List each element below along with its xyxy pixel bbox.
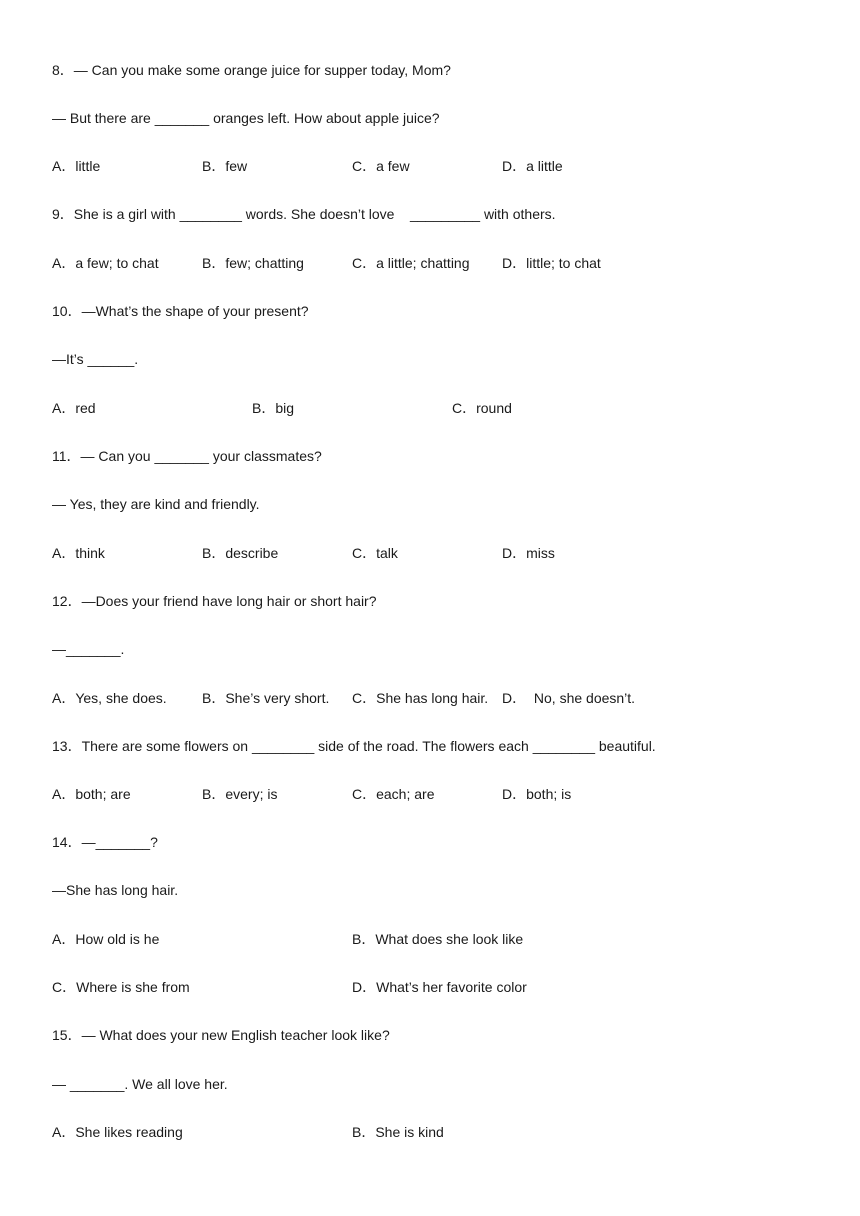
question-12-option-b: B．She’s very short.: [202, 690, 330, 706]
question-11-reply: — Yes, they are kind and friendly.: [52, 496, 260, 512]
question-15-reply: — _______. We all love her.: [52, 1076, 228, 1092]
question-11-option-d: D．miss: [502, 545, 555, 561]
question-8-option-d: D．a little: [502, 158, 563, 174]
question-12-stem: 12．—Does your friend have long hair or short hair?: [52, 593, 377, 609]
question-14-option-d: D．What’s her favorite color: [352, 979, 527, 995]
question-13-option-b: B．every; is: [202, 786, 278, 802]
question-11-option-a: A．think: [52, 545, 105, 561]
question-15-option-a: A．She likes reading: [52, 1124, 183, 1140]
question-9-option-b: B．few; chatting: [202, 255, 304, 271]
question-14-stem: 14．—_______?: [52, 834, 158, 850]
question-14-option-b: B．What does she look like: [352, 931, 524, 947]
question-8-option-b: B．few: [202, 158, 248, 174]
question-12-option-d: D． No, she doesn’t.: [502, 690, 636, 706]
question-11-option-c: C．talk: [352, 545, 398, 561]
question-14-option-a: A．How old is he: [52, 931, 160, 947]
question-15-stem: 15．— What does your new English teacher look like?: [52, 1027, 390, 1043]
question-12-option-c: C．She has long hair.: [352, 690, 489, 706]
question-10-option-a: A．red: [52, 400, 96, 416]
question-10-reply: —It’s ______.: [52, 351, 139, 367]
question-8-stem: 8．— Can you make some orange juice for supper today, Mom?: [52, 62, 451, 78]
question-8-option-a: A．little: [52, 158, 101, 174]
question-9-option-c: C．a little; chatting: [352, 255, 470, 271]
question-13-option-c: C．each; are: [352, 786, 435, 802]
question-9-option-a: A．a few; to chat: [52, 255, 159, 271]
question-15-option-b: B．She is kind: [352, 1124, 444, 1140]
question-9-option-d: D．little; to chat: [502, 255, 601, 271]
question-10-option-b: B．big: [252, 400, 295, 416]
question-14-option-c: C．Where is she from: [52, 979, 190, 995]
question-9-stem: 9．She is a girl with ________ words. She doesn’t love _________ with others.: [52, 206, 556, 222]
question-12-option-a: A．Yes, she does.: [52, 690, 167, 706]
question-11-stem: 11．— Can you _______ your classmates?: [52, 448, 322, 464]
question-8-option-c: C．a few: [352, 158, 410, 174]
question-13-stem: 13．There are some flowers on ________ side of the road. The flowers each ________ beautiful.: [52, 738, 656, 754]
question-8-reply: — But there are _______ oranges left. How about apple juice?: [52, 110, 440, 126]
question-11-option-b: B．describe: [202, 545, 279, 561]
question-14-reply: —She has long hair.: [52, 882, 179, 898]
question-13-option-d: D．both; is: [502, 786, 572, 802]
question-13-option-a: A．both; are: [52, 786, 131, 802]
question-10-option-c: C．round: [452, 400, 512, 416]
question-10-stem: 10．—What’s the shape of your present?: [52, 303, 309, 319]
question-12-reply: —_______.: [52, 641, 125, 657]
